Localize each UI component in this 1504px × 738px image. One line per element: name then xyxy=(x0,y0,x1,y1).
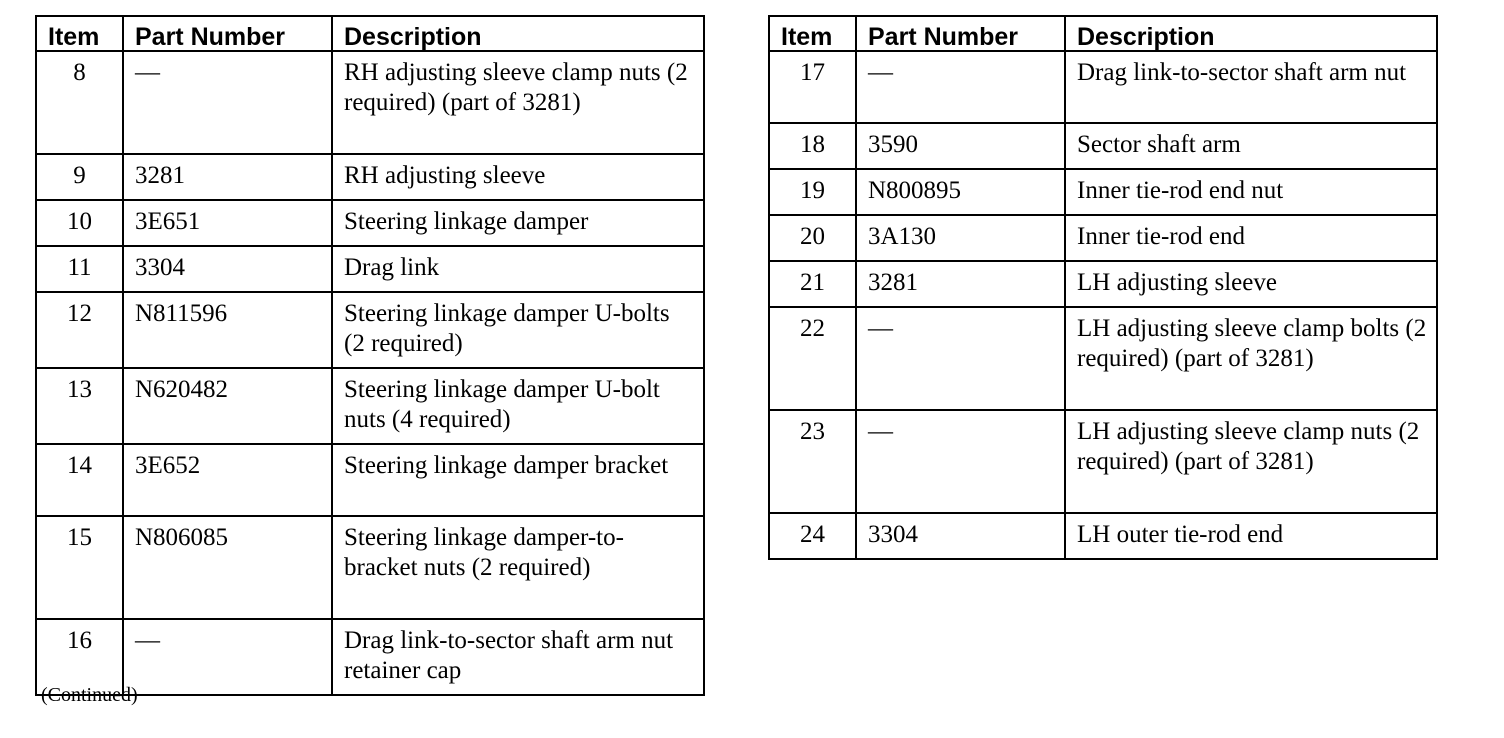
table-row xyxy=(769,261,1437,307)
continued-note: (Continued) xyxy=(41,684,138,706)
header-row xyxy=(769,16,1437,51)
part-number-cell: — xyxy=(123,51,332,154)
table-row xyxy=(769,169,1437,215)
description-cell: Steering linkage damper bracket xyxy=(332,444,704,516)
description-cell: Steering linkage damper U-bolts (2 required) xyxy=(332,292,704,368)
part-number-cell: 3E651 xyxy=(123,200,332,246)
item-cell: 14 xyxy=(36,444,123,516)
header-part-number: Part Number xyxy=(856,16,1065,51)
description-cell: Inner tie-rod end nut xyxy=(1065,169,1437,215)
description-cell: LH adjusting sleeve clamp nuts (2 required) (part of 3281) xyxy=(1065,410,1437,513)
item-cell: 17 xyxy=(769,51,856,123)
part-number-cell: N811596 xyxy=(123,292,332,368)
part-number-cell: — xyxy=(856,307,1065,410)
table-row xyxy=(36,516,704,619)
part-number-cell: N806085 xyxy=(123,516,332,619)
header-item: Item xyxy=(36,16,123,51)
description-cell: Sector shaft arm xyxy=(1065,123,1437,169)
table-row xyxy=(36,292,704,368)
item-cell: 13 xyxy=(36,368,123,444)
item-cell: 23 xyxy=(769,410,856,513)
item-cell: 15 xyxy=(36,516,123,619)
description-cell: Drag link-to-sector shaft arm nut retainer cap xyxy=(332,619,704,695)
description-cell: Inner tie-rod end xyxy=(1065,215,1437,261)
table-row xyxy=(36,51,704,154)
description-cell: Drag link xyxy=(332,246,704,292)
table-row xyxy=(769,123,1437,169)
item-cell: 9 xyxy=(36,154,123,200)
part-number-cell: 3590 xyxy=(856,123,1065,169)
description-cell: RH adjusting sleeve xyxy=(332,154,704,200)
part-number-cell: N800895 xyxy=(856,169,1065,215)
description-cell: Drag link-to-sector shaft arm nut xyxy=(1065,51,1437,123)
item-cell: 24 xyxy=(769,513,856,559)
table-row xyxy=(36,154,704,200)
parts-table-left xyxy=(35,15,705,696)
description-cell: Steering linkage damper-to-bracket nuts (2 required) xyxy=(332,516,704,619)
table-row xyxy=(769,51,1437,123)
header-description: Description xyxy=(1065,16,1437,51)
header-item: Item xyxy=(769,16,856,51)
table-row xyxy=(769,307,1437,410)
parts-table-right xyxy=(768,15,1438,560)
table-row xyxy=(769,410,1437,513)
table-row xyxy=(36,368,704,444)
part-number-cell: 3E652 xyxy=(123,444,332,516)
part-number-cell: — xyxy=(856,410,1065,513)
part-number-cell: — xyxy=(856,51,1065,123)
item-cell: 20 xyxy=(769,215,856,261)
item-cell: 18 xyxy=(769,123,856,169)
item-cell: 12 xyxy=(36,292,123,368)
table-row xyxy=(769,215,1437,261)
header-part-number: Part Number xyxy=(123,16,332,51)
item-cell: 19 xyxy=(769,169,856,215)
table-row xyxy=(36,246,704,292)
item-cell: 22 xyxy=(769,307,856,410)
part-number-cell: 3304 xyxy=(123,246,332,292)
description-cell: RH adjusting sleeve clamp nuts (2 required) (part of 3281) xyxy=(332,51,704,154)
table-row xyxy=(36,200,704,246)
description-cell: Steering linkage damper U-bolt nuts (4 required) xyxy=(332,368,704,444)
item-cell: 11 xyxy=(36,246,123,292)
part-number-cell: — xyxy=(123,619,332,695)
header-row xyxy=(36,16,704,51)
part-number-cell: 3304 xyxy=(856,513,1065,559)
description-cell: LH outer tie-rod end xyxy=(1065,513,1437,559)
description-cell: LH adjusting sleeve xyxy=(1065,261,1437,307)
item-cell: 8 xyxy=(36,51,123,154)
description-cell: LH adjusting sleeve clamp bolts (2 required) (part of 3281) xyxy=(1065,307,1437,410)
item-cell: 10 xyxy=(36,200,123,246)
part-number-cell: 3281 xyxy=(123,154,332,200)
part-number-cell: N620482 xyxy=(123,368,332,444)
item-cell: 16 xyxy=(36,619,123,695)
table-row xyxy=(769,513,1437,559)
part-number-cell: 3281 xyxy=(856,261,1065,307)
header-description: Description xyxy=(332,16,704,51)
part-number-cell: 3A130 xyxy=(856,215,1065,261)
table-row xyxy=(36,444,704,516)
description-cell: Steering linkage damper xyxy=(332,200,704,246)
item-cell: 21 xyxy=(769,261,856,307)
